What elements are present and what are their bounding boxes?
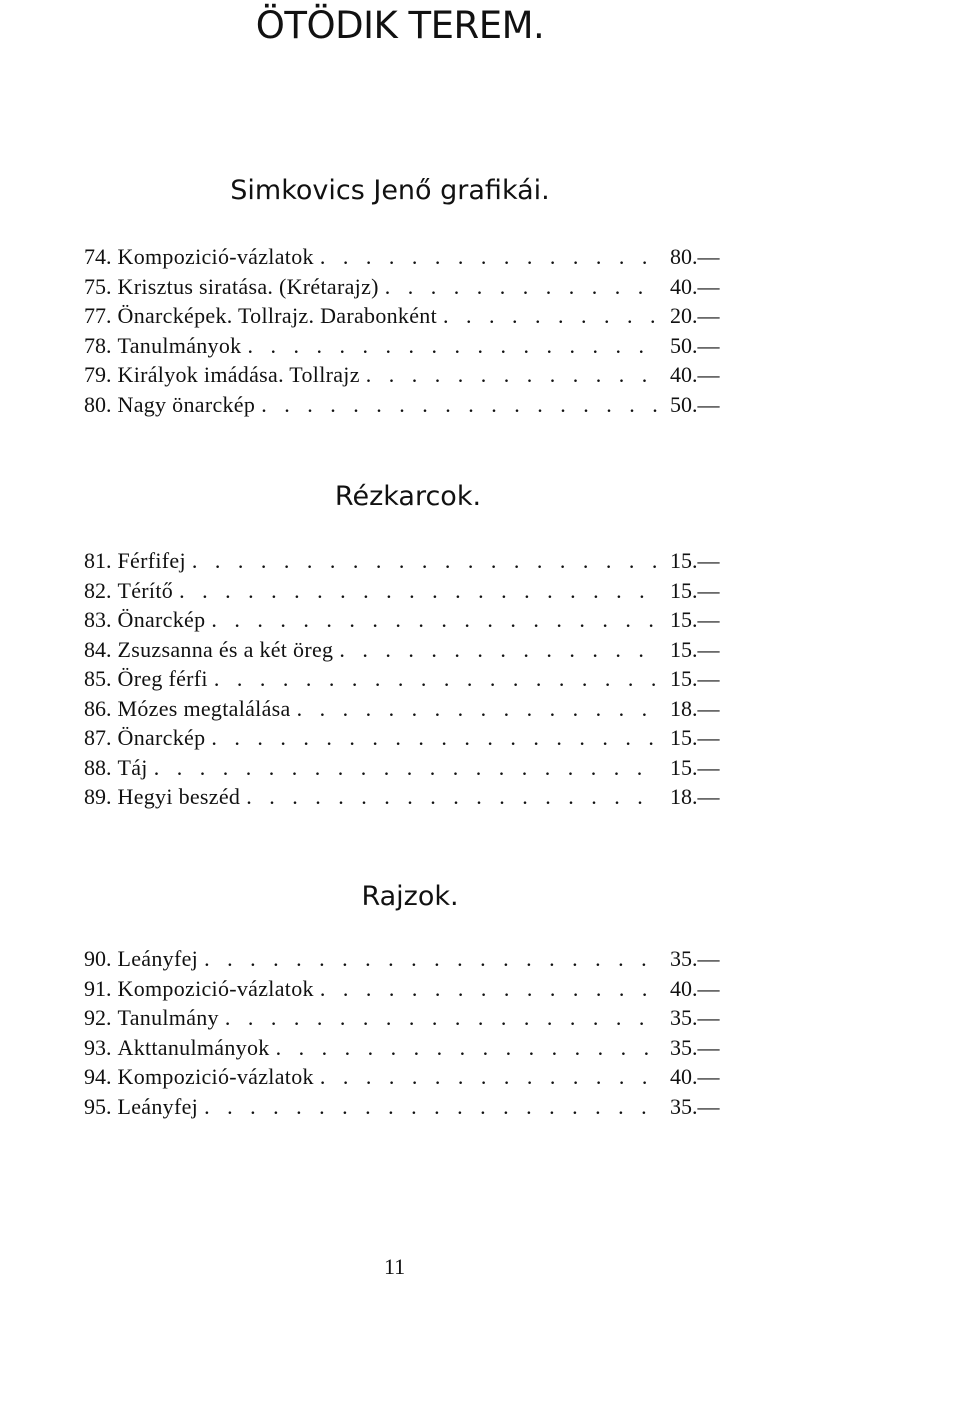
item-number: 90. [84, 946, 112, 971]
item-number: 88. [84, 754, 112, 780]
list-item [84, 331, 734, 361]
dot-leader [154, 753, 660, 783]
item-number: 81. [84, 548, 112, 573]
dot-leader [320, 974, 660, 1004]
item-title: Leányfej [117, 946, 199, 971]
item-title: Önarcképek. Tollrajz. Darabonként [117, 303, 437, 328]
item-title: Zsuzsanna és a két öreg [117, 636, 334, 662]
dot-leader [297, 694, 660, 724]
list-item [84, 1062, 734, 1092]
dot-leader [192, 546, 660, 576]
list-item [84, 694, 734, 724]
catalog-list-simkovics [84, 242, 734, 419]
item-price: 15.— [670, 577, 720, 603]
item-title: Akttanulmányok [117, 1034, 270, 1060]
list-item [84, 242, 734, 272]
item-price: 15.— [670, 725, 720, 750]
item-title: Királyok imádása. Tollrajz [117, 362, 360, 387]
list-item [84, 360, 734, 390]
item-number: 79. [84, 362, 112, 387]
item-number: 85. [84, 666, 112, 691]
dot-leader [214, 664, 660, 694]
item-price: 20.— [670, 303, 720, 328]
item-title: Hegyi beszéd [117, 784, 241, 809]
page-number: 11 [384, 1254, 406, 1279]
list-item [84, 664, 734, 694]
dot-leader [225, 1003, 660, 1033]
dot-leader [366, 360, 660, 390]
list-item [84, 1092, 734, 1122]
dot-leader [320, 242, 660, 272]
dot-leader [339, 635, 660, 665]
item-title: Krisztus siratása. (Krétarajz) [117, 273, 379, 299]
dot-leader [204, 1092, 660, 1122]
list-item [84, 301, 734, 331]
item-price: 15.— [670, 548, 720, 573]
dot-leader [276, 1033, 660, 1063]
item-title: Tanulmány [117, 1005, 219, 1030]
list-item [84, 390, 734, 420]
item-price: 35.— [670, 1005, 720, 1030]
item-price: 40.— [670, 362, 720, 387]
dot-leader [211, 605, 660, 635]
item-price: 35.— [670, 946, 720, 971]
item-price: 35.— [670, 1093, 720, 1119]
item-number: 84. [84, 636, 112, 662]
list-item [84, 272, 734, 302]
item-number: 80. [84, 391, 112, 417]
dot-leader [247, 331, 660, 361]
item-number: 78. [84, 332, 112, 358]
item-price: 18.— [670, 695, 720, 721]
item-number: 92. [84, 1005, 112, 1030]
item-price: 80.— [670, 244, 720, 269]
list-item [84, 782, 734, 812]
item-number: 87. [84, 725, 112, 750]
item-price: 18.— [670, 784, 720, 809]
list-item [84, 723, 734, 753]
catalog-list-rajzok [84, 944, 734, 1121]
item-number: 91. [84, 975, 112, 1001]
item-price: 50.— [670, 332, 720, 358]
item-number: 74. [84, 244, 112, 269]
item-title: Önarckép [117, 607, 206, 632]
item-price: 15.— [670, 754, 720, 780]
item-number: 93. [84, 1034, 112, 1060]
page-title: ÖTÖDIK TEREM. [255, 4, 545, 47]
dot-leader [179, 576, 660, 606]
item-title: Öreg férfi [117, 666, 208, 691]
item-title: Tanulmányok [117, 332, 242, 358]
dot-leader [261, 390, 660, 420]
item-price: 50.— [670, 391, 720, 417]
item-number: 75. [84, 273, 112, 299]
item-price: 35.— [670, 1034, 720, 1060]
catalog-list-rezkarcok [84, 546, 734, 812]
item-number: 86. [84, 695, 112, 721]
list-item [84, 753, 734, 783]
item-price: 15.— [670, 666, 720, 691]
dot-leader [211, 723, 660, 753]
item-title: Önarckép [117, 725, 206, 750]
list-item [84, 1003, 734, 1033]
dot-leader [320, 1062, 660, 1092]
dot-leader [385, 272, 660, 302]
item-title: Kompozició-vázlatok [117, 244, 314, 269]
dot-leader [443, 301, 660, 331]
item-price: 15.— [670, 636, 720, 662]
list-item [84, 605, 734, 635]
list-item [84, 974, 734, 1004]
section-heading-rezkarcok: Rézkarcok. [334, 481, 482, 512]
item-title: Mózes megtalálása [117, 695, 291, 721]
item-price: 40.— [670, 273, 720, 299]
item-title: Leányfej [117, 1093, 199, 1119]
item-title: Térítő [117, 577, 174, 603]
item-number: 94. [84, 1064, 112, 1089]
list-item [84, 944, 734, 974]
list-item [84, 635, 734, 665]
item-title: Férfifej [117, 548, 186, 573]
item-number: 89. [84, 784, 112, 809]
list-item [84, 576, 734, 606]
section-heading-simkovics: Simkovics Jenő grafikái. [230, 175, 550, 206]
item-price: 40.— [670, 975, 720, 1001]
dot-leader [204, 944, 660, 974]
item-number: 82. [84, 577, 112, 603]
item-title: Táj [117, 754, 148, 780]
item-title: Kompozició-vázlatok [117, 1064, 314, 1089]
list-item [84, 546, 734, 576]
item-title: Kompozició-vázlatok [117, 975, 314, 1001]
dot-leader [246, 782, 660, 812]
item-title: Nagy önarckép [117, 391, 256, 417]
item-number: 95. [84, 1093, 112, 1119]
list-item [84, 1033, 734, 1063]
item-price: 15.— [670, 607, 720, 632]
item-number: 77. [84, 303, 112, 328]
section-heading-rajzok: Rajzok. [361, 881, 459, 912]
item-number: 83. [84, 607, 112, 632]
item-price: 40.— [670, 1064, 720, 1089]
